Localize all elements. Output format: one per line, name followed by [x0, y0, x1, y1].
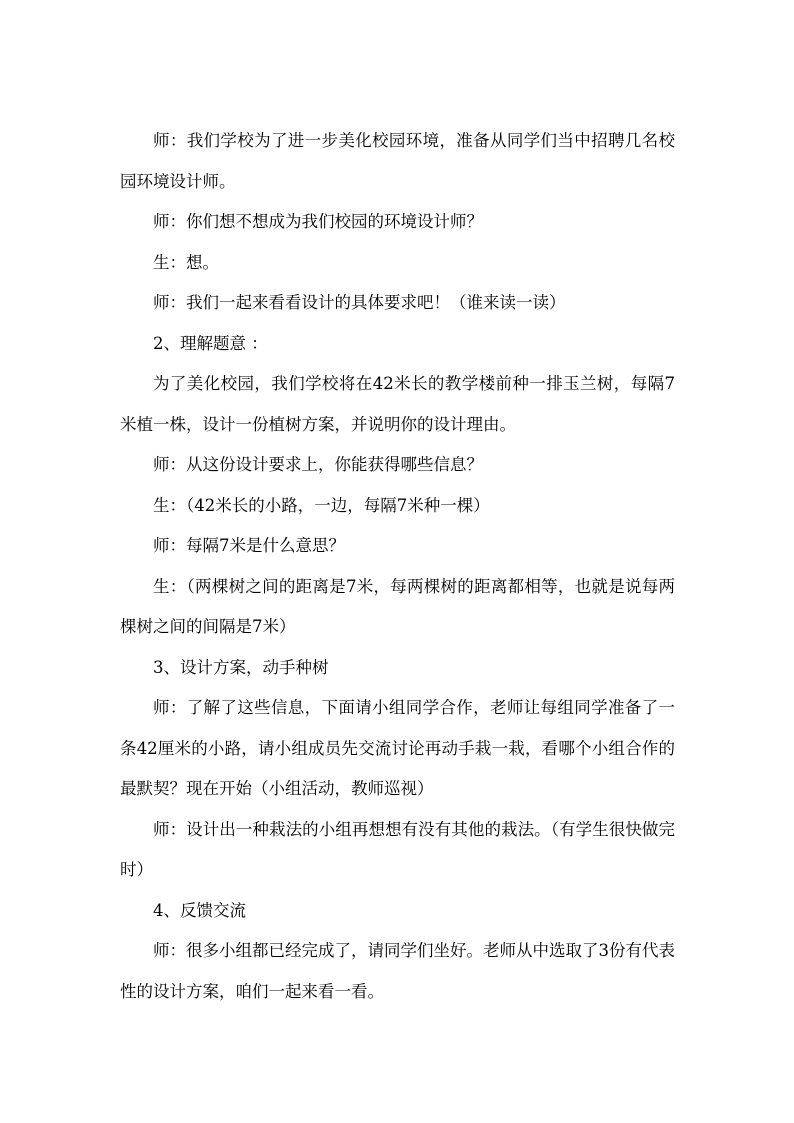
paragraph: 生：（42米长的小路，一边，每隔7米种一棵）	[153, 495, 490, 515]
paragraph: 师：设计出一种栽法的小组再想想有没有其他的栽法。（有学生很快做完时）	[120, 819, 675, 879]
paragraph: 师：每隔7米是什么意思？	[153, 536, 345, 555]
section-heading: 3、设计方案，动手种树	[153, 657, 329, 677]
document-body	[120, 121, 675, 1012]
paragraph: 为了美化校园，我们学校将在42米长的教学楼前种一排玉兰树，每隔7米植一株，设计一份植树方案，并说明你的设计理由。	[120, 374, 675, 434]
paragraph: 师：了解了这些信息，下面请小组同学合作，老师让每组同学准备了一条42厘米的小路，请小组成员先交流讨论再动手栽一栽，看哪个小组合作的最默契？现在开始（小组活动，教师巡视）	[120, 698, 675, 798]
paragraph: 生：（两棵树之间的距离是7米，每两棵树的距离都相等，也就是说每两棵树之间的间隔是7米）	[120, 576, 675, 636]
paragraph: 师：我们一起来看看设计的具体要求吧！（谁来读一读）	[153, 293, 566, 312]
paragraph: 师：从这份设计要求上，你能获得哪些信息？	[153, 455, 483, 474]
section-heading: 2、理解题意 ：	[153, 333, 268, 353]
paragraph: 师：很多小组都已经完成了，请同学们坐好。老师从中选取了3份有代表性的设计方案，咱们一起来看一看。	[120, 941, 675, 1001]
section-heading: 4、反馈交流	[153, 900, 246, 920]
paragraph: 师：我们学校为了进一步美化校园环境，准备从同学们当中招聘几名校园环境设计师。	[120, 131, 675, 191]
paragraph: 师：你们想不想成为我们校园的环境设计师？	[153, 212, 483, 231]
paragraph: 生：想。	[153, 252, 219, 272]
